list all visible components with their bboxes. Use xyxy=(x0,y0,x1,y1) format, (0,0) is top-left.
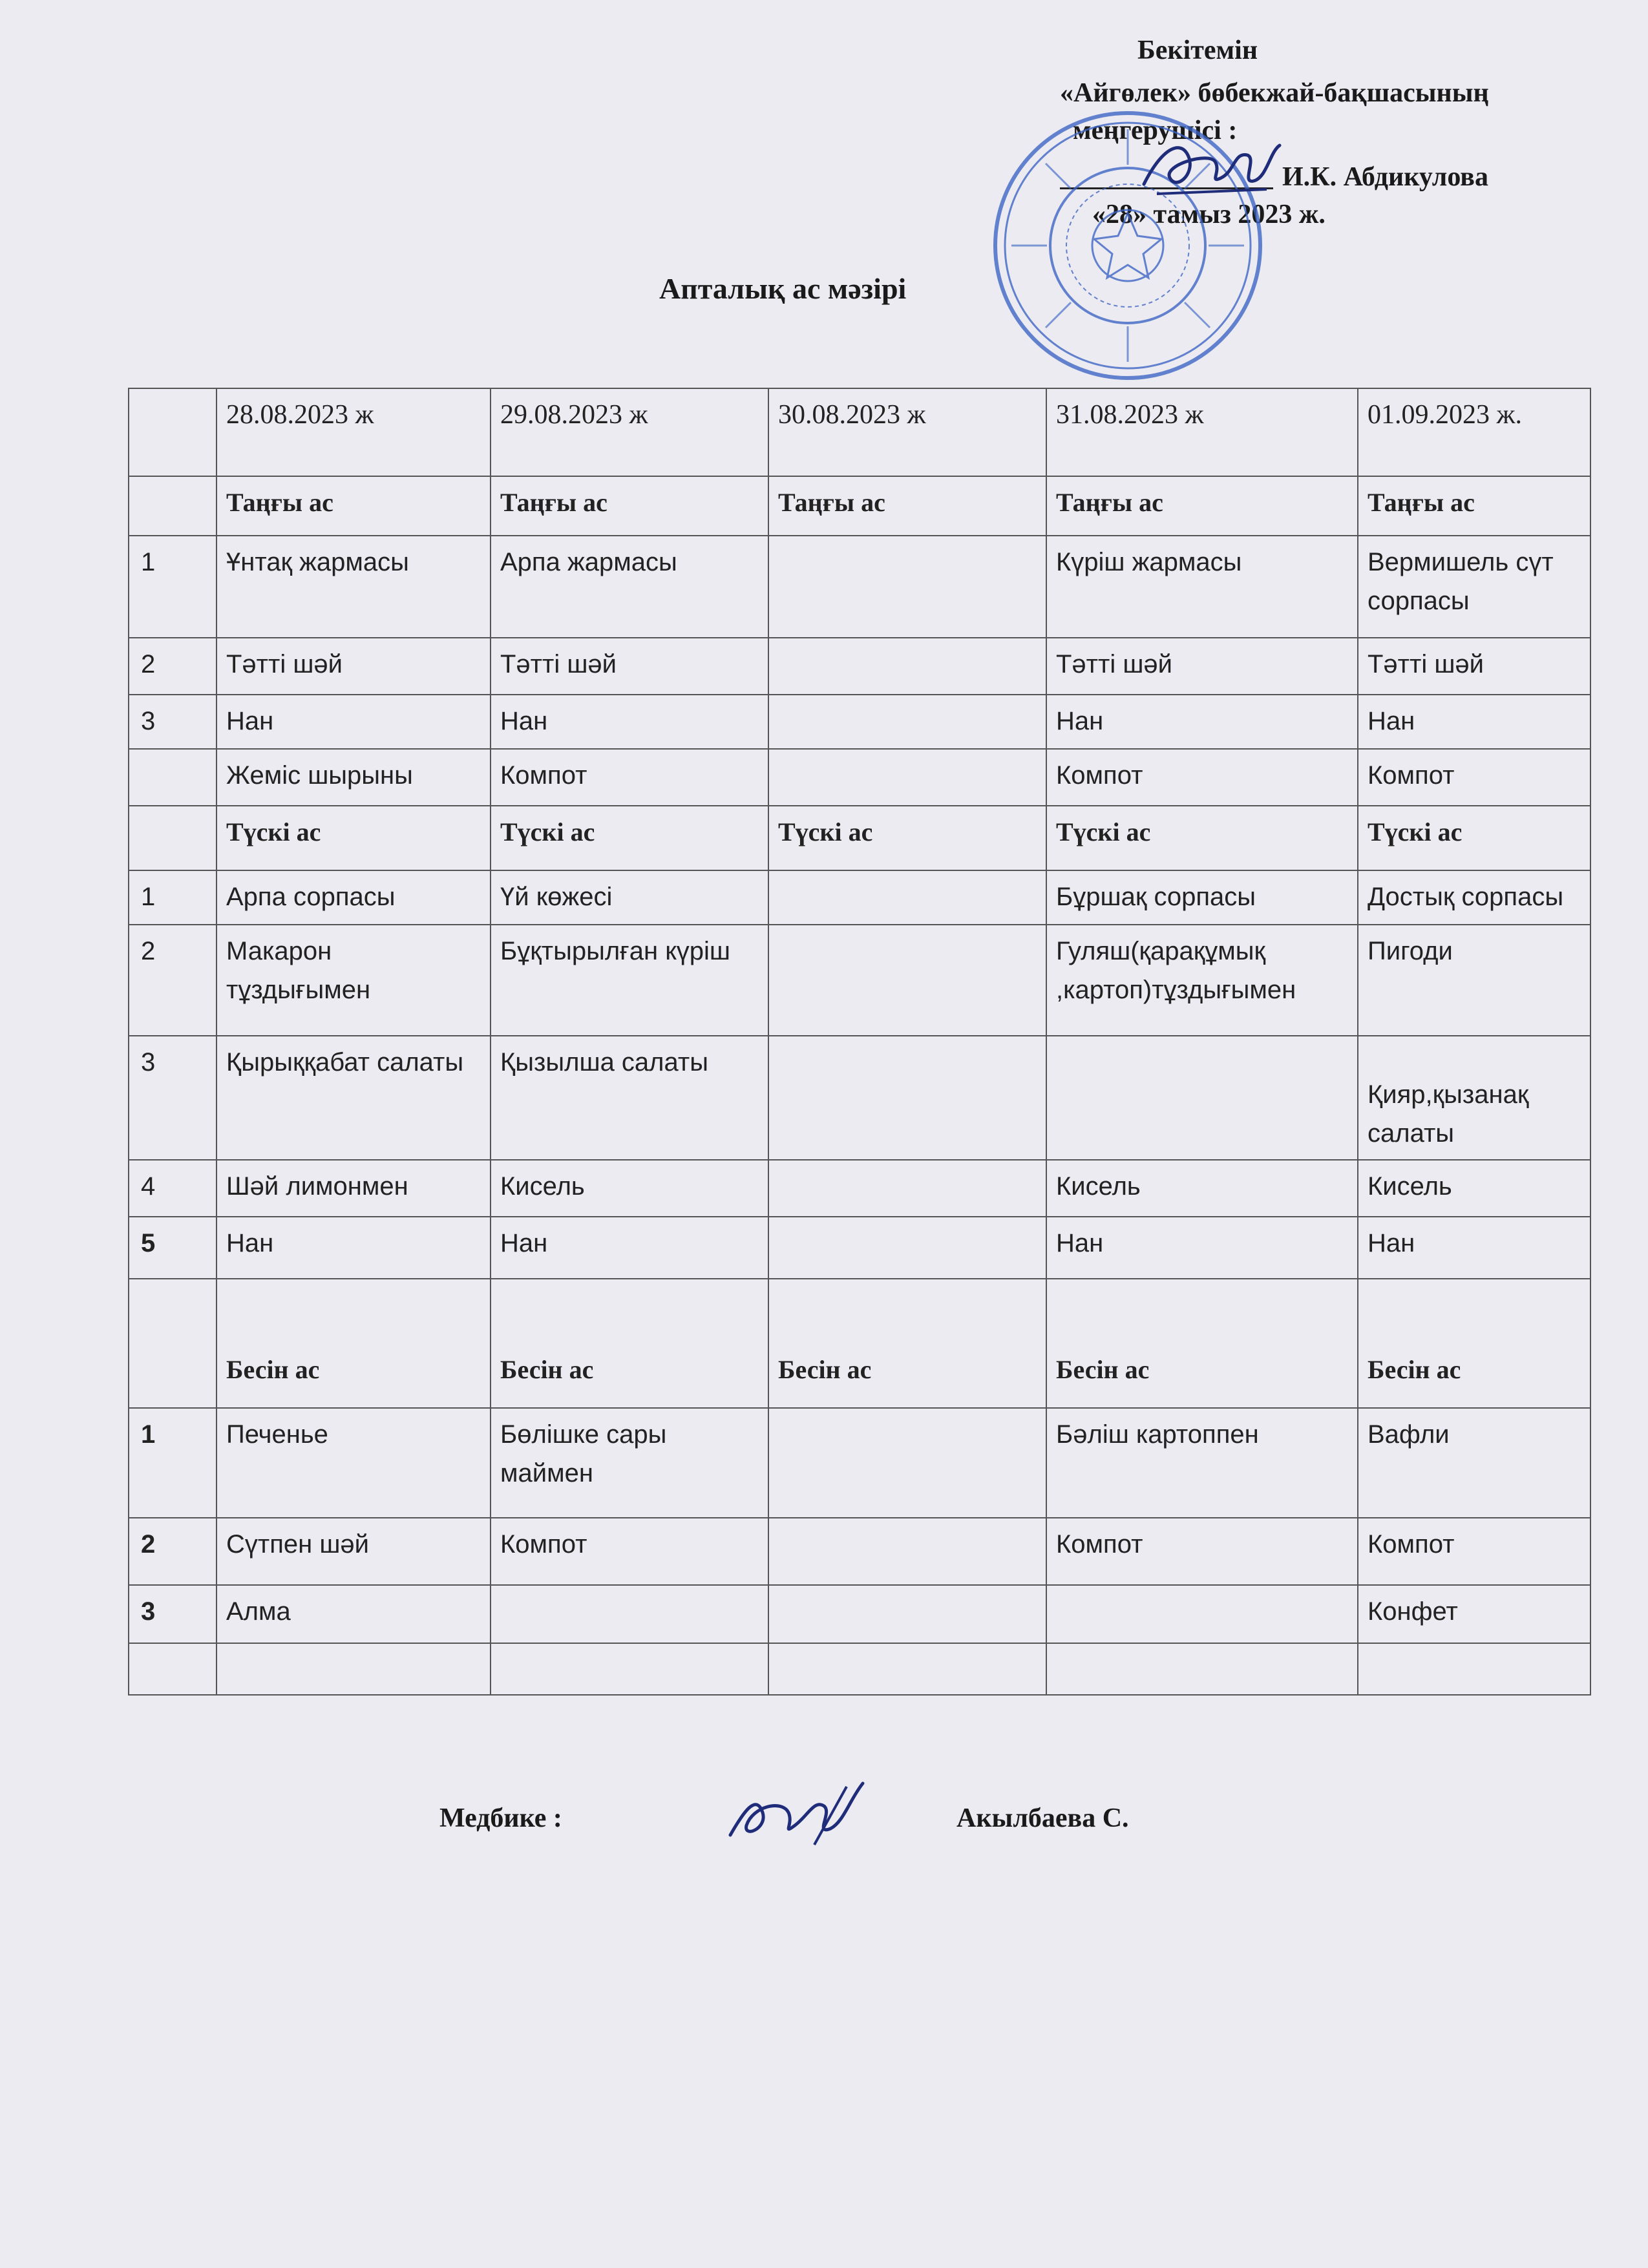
meal-header-cell: Бесін ас xyxy=(217,1279,491,1408)
lunch-header-row xyxy=(129,806,1590,870)
table-row xyxy=(129,925,1590,1036)
dish-cell: Нан xyxy=(1046,1217,1358,1279)
director-signature-icon xyxy=(1137,132,1286,204)
row-number: 1 xyxy=(129,536,217,638)
date-cell: 31.08.2023 ж xyxy=(1046,388,1358,476)
dish-cell xyxy=(768,1585,1046,1643)
date-cell: 01.09.2023 ж. xyxy=(1358,388,1590,476)
dish-cell xyxy=(1358,1643,1590,1695)
table-row xyxy=(129,1217,1590,1279)
dish-cell: Вафли xyxy=(1358,1408,1590,1518)
dish-cell xyxy=(768,638,1046,695)
meal-header-cell: Бесін ас xyxy=(491,1279,768,1408)
dish-cell: Нан xyxy=(1358,695,1590,749)
row-number: 4 xyxy=(129,1160,217,1217)
dish-cell xyxy=(768,1217,1046,1279)
dish-cell: Компот xyxy=(1046,1518,1358,1585)
table-row xyxy=(129,1585,1590,1643)
dish-cell: Алма xyxy=(217,1585,491,1643)
row-number: 2 xyxy=(129,925,217,1036)
dish-cell: Нан xyxy=(217,1217,491,1279)
dish-cell xyxy=(768,1160,1046,1217)
dish-cell: Тәтті шәй xyxy=(1046,638,1358,695)
dish-cell: Бұршақ сорпасы xyxy=(1046,870,1358,925)
approval-director-name: И.К. Абдикулова xyxy=(1282,162,1488,192)
dish-cell: Пигоди xyxy=(1358,925,1590,1036)
dish-cell: Достық сорпасы xyxy=(1358,870,1590,925)
table-row xyxy=(129,749,1590,806)
date-cell: 29.08.2023 ж xyxy=(491,388,768,476)
dish-cell: Нан xyxy=(1046,695,1358,749)
dish-cell: Макарон тұздығымен xyxy=(217,925,491,1036)
table-row xyxy=(129,638,1590,695)
dish-cell: Кисель xyxy=(1046,1160,1358,1217)
table-row xyxy=(129,1518,1590,1585)
meal-header-cell: Түскі ас xyxy=(768,806,1046,870)
table-cell xyxy=(129,806,217,870)
dish-cell: Нан xyxy=(491,695,768,749)
dish-cell: Бұқтырылған күріш xyxy=(491,925,768,1036)
row-number: 1 xyxy=(129,1408,217,1518)
meal-header-cell: Түскі ас xyxy=(1358,806,1590,870)
meal-header-cell: Бесін ас xyxy=(1046,1279,1358,1408)
dish-cell: Тәтті шәй xyxy=(1358,638,1590,695)
dish-cell xyxy=(217,1643,491,1695)
meal-header-cell: Түскі ас xyxy=(217,806,491,870)
nurse-name: Акылбаева С. xyxy=(956,1803,1129,1833)
dish-cell: Тәтті шәй xyxy=(491,638,768,695)
dish-cell: Қияр,қызанақ салаты xyxy=(1358,1036,1590,1160)
dish-cell: Кисель xyxy=(1358,1160,1590,1217)
approval-date: «28» тамыз 2023 ж. xyxy=(1092,200,1326,229)
approval-heading: Бекітемін xyxy=(1137,36,1258,65)
dates-row xyxy=(129,388,1590,476)
nurse-signature-icon xyxy=(717,1774,872,1851)
dish-cell xyxy=(1046,1585,1358,1643)
menu-table xyxy=(128,388,1591,1696)
dish-cell: Арпа сорпасы xyxy=(217,870,491,925)
meal-header-cell: Таңғы ас xyxy=(1358,476,1590,536)
dish-cell: Үй көжесі xyxy=(491,870,768,925)
row-number xyxy=(129,1643,217,1695)
dish-cell xyxy=(768,695,1046,749)
row-number: 1 xyxy=(129,870,217,925)
table-cell xyxy=(129,388,217,476)
dish-cell xyxy=(768,749,1046,806)
dish-cell xyxy=(768,1408,1046,1518)
dish-cell xyxy=(768,536,1046,638)
dish-cell: Нан xyxy=(491,1217,768,1279)
breakfast-header-row xyxy=(129,476,1590,536)
dish-cell: Тәтті шәй xyxy=(217,638,491,695)
row-number: 2 xyxy=(129,638,217,695)
snack-header-row xyxy=(129,1279,1590,1408)
row-number: 3 xyxy=(129,695,217,749)
table-row xyxy=(129,695,1590,749)
approval-organization: «Айгөлек» бөбекжай-бақшасының xyxy=(1060,78,1489,108)
table-row xyxy=(129,1160,1590,1217)
dish-cell xyxy=(1046,1643,1358,1695)
dish-cell: Компот xyxy=(1358,749,1590,806)
table-row xyxy=(129,536,1590,638)
dish-cell: Күріш жармасы xyxy=(1046,536,1358,638)
meal-header-cell: Таңғы ас xyxy=(491,476,768,536)
dish-cell xyxy=(768,925,1046,1036)
row-number xyxy=(129,749,217,806)
meal-header-cell: Таңғы ас xyxy=(217,476,491,536)
row-number: 3 xyxy=(129,1585,217,1643)
row-number: 3 xyxy=(129,1036,217,1160)
table-cell xyxy=(129,1279,217,1408)
dish-cell xyxy=(768,870,1046,925)
dish-cell xyxy=(768,1518,1046,1585)
meal-header-cell: Таңғы ас xyxy=(1046,476,1358,536)
nurse-label: Медбике : xyxy=(439,1803,562,1833)
dish-cell xyxy=(768,1643,1046,1695)
dish-cell: Компот xyxy=(1358,1518,1590,1585)
row-number: 5 xyxy=(129,1217,217,1279)
dish-cell: Компот xyxy=(1046,749,1358,806)
dish-cell: Жеміс шырыны xyxy=(217,749,491,806)
dish-cell: Нан xyxy=(1358,1217,1590,1279)
dish-cell: Бәліш картоппен xyxy=(1046,1408,1358,1518)
dish-cell: Печенье xyxy=(217,1408,491,1518)
table-row xyxy=(129,1643,1590,1695)
table-row xyxy=(129,870,1590,925)
meal-header-cell: Бесін ас xyxy=(1358,1279,1590,1408)
meal-header-cell: Түскі ас xyxy=(1046,806,1358,870)
dish-cell xyxy=(491,1643,768,1695)
dish-cell: Шәй лимонмен xyxy=(217,1160,491,1217)
page-title: Апталық ас мәзірі xyxy=(659,272,907,305)
row-number: 2 xyxy=(129,1518,217,1585)
dish-cell: Арпа жармасы xyxy=(491,536,768,638)
meal-header-cell: Таңғы ас xyxy=(768,476,1046,536)
dish-cell: Кисель xyxy=(491,1160,768,1217)
dish-cell: Қызылша салаты xyxy=(491,1036,768,1160)
dish-cell: Қырыққабат салаты xyxy=(217,1036,491,1160)
dish-cell: Нан xyxy=(217,695,491,749)
table-row xyxy=(129,1408,1590,1518)
dish-cell xyxy=(491,1585,768,1643)
meal-header-cell: Түскі ас xyxy=(491,806,768,870)
table-row xyxy=(129,1036,1590,1160)
date-cell: 30.08.2023 ж xyxy=(768,388,1046,476)
approval-position: меңгерушісі : xyxy=(1073,116,1238,145)
dish-cell: Сүтпен шәй xyxy=(217,1518,491,1585)
dish-cell: Компот xyxy=(491,1518,768,1585)
date-cell: 28.08.2023 ж xyxy=(217,388,491,476)
dish-cell: Компот xyxy=(491,749,768,806)
dish-cell: Бөлішке сары маймен xyxy=(491,1408,768,1518)
dish-cell xyxy=(1046,1036,1358,1160)
meal-header-cell: Бесін ас xyxy=(768,1279,1046,1408)
table-cell xyxy=(129,476,217,536)
dish-cell: Вермишель сүт сорпасы xyxy=(1358,536,1590,638)
dish-cell: Гуляш(қарақұмық ,картоп)тұздығымен xyxy=(1046,925,1358,1036)
dish-cell: Ұнтақ жармасы xyxy=(217,536,491,638)
dish-cell xyxy=(768,1036,1046,1160)
dish-cell: Конфет xyxy=(1358,1585,1590,1643)
